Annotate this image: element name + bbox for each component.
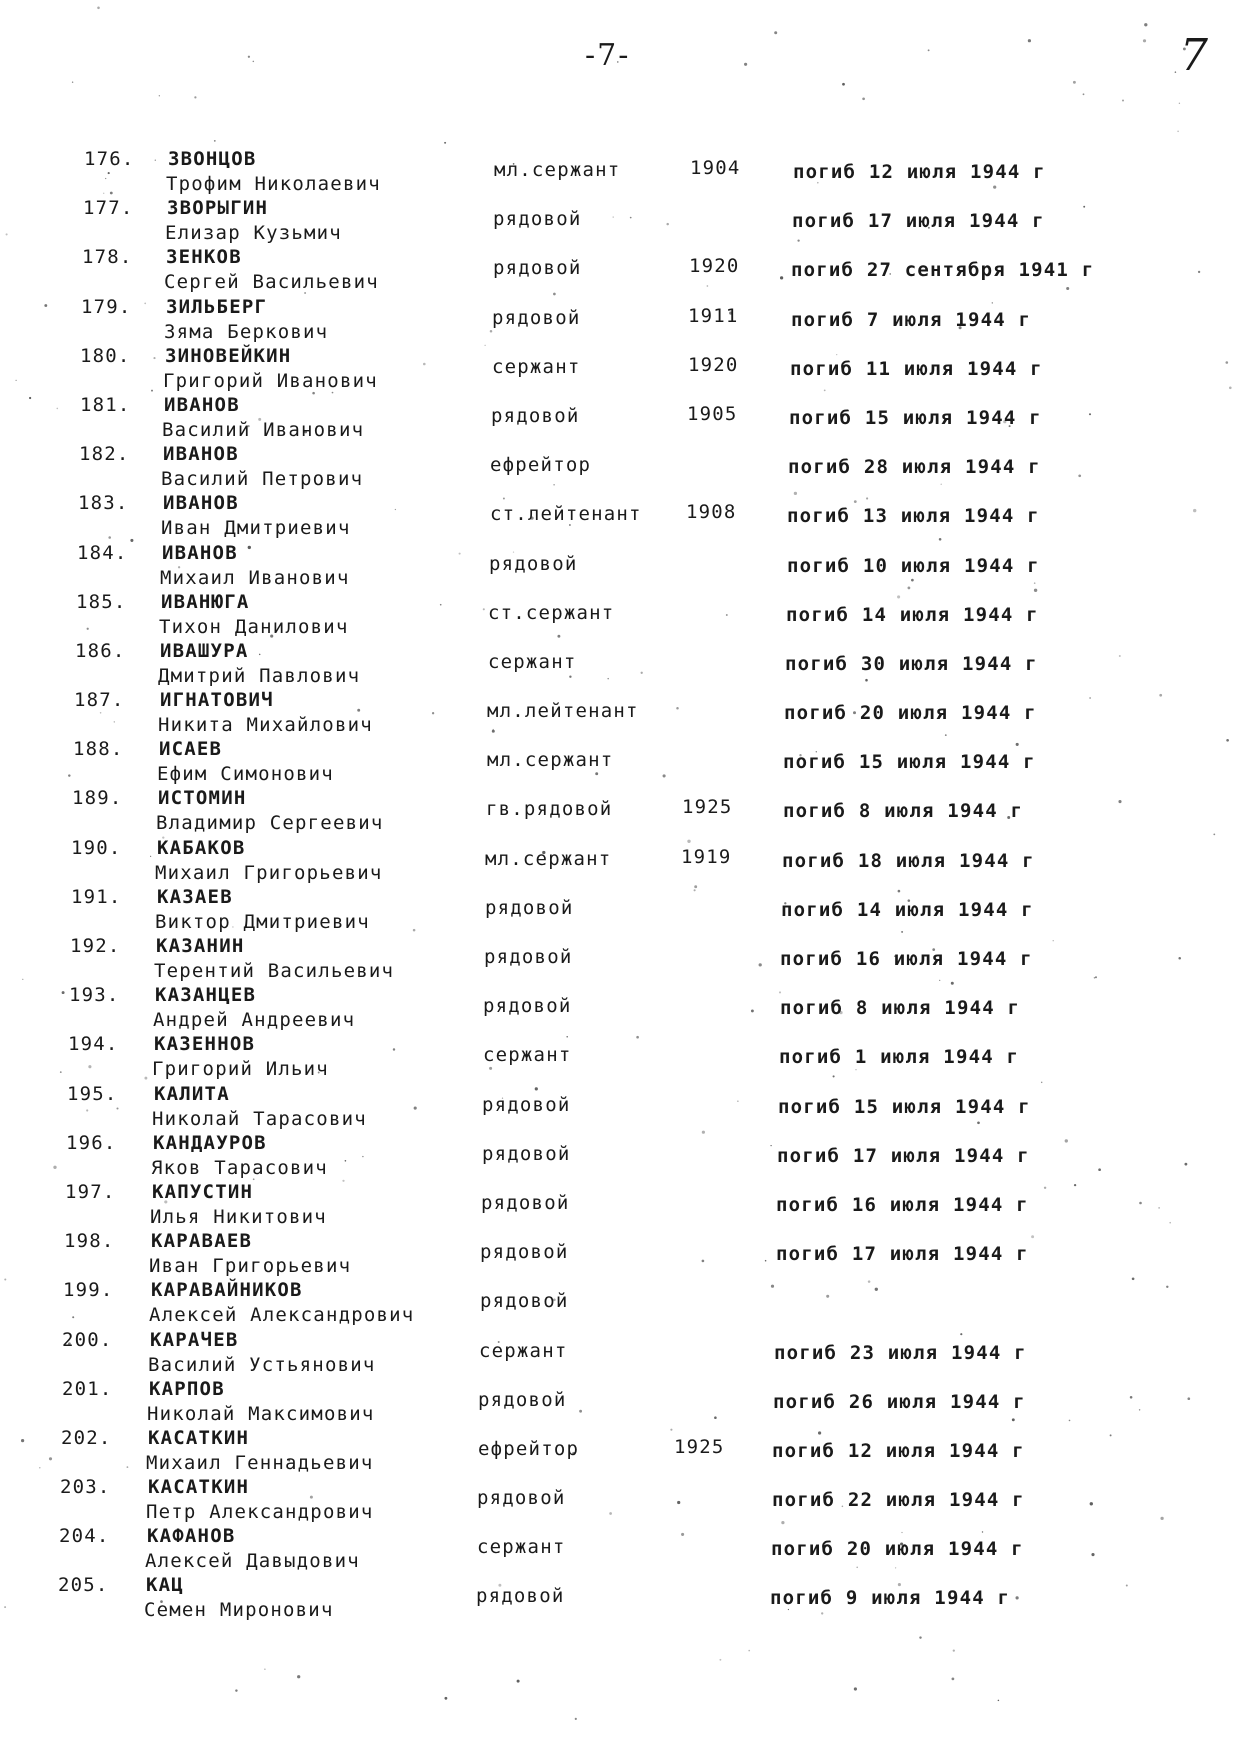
birth-year: 1920 — [689, 255, 740, 278]
entry-number: 184. — [77, 541, 128, 564]
death-date: погиб 26 июля 1944 г — [773, 1390, 1026, 1413]
military-rank: мл.лейтенант — [487, 700, 639, 723]
surname: КАСАТКИН — [148, 1476, 250, 1499]
given-name: Николай Максимович — [147, 1402, 375, 1425]
surname: ЗВОНЦОВ — [168, 148, 257, 170]
birth-year: 1905 — [687, 402, 738, 425]
list-item — [0, 1230, 1240, 1279]
death-date: погиб 20 июля 1944 г — [784, 702, 1037, 725]
military-rank: рядовой — [493, 257, 582, 280]
entry-number: 177. — [83, 197, 134, 220]
entry-number: 179. — [81, 295, 132, 318]
list-item — [0, 984, 1240, 1033]
list-item — [0, 1033, 1240, 1082]
given-name: Яков Тарасович — [151, 1156, 328, 1179]
given-name: Иван Дмитриевич — [161, 517, 351, 540]
military-rank: сержант — [479, 1339, 568, 1362]
birth-year: 1925 — [674, 1435, 725, 1458]
list-item — [0, 345, 1240, 394]
surname: КАЗАЕВ — [157, 885, 233, 908]
given-name: Трофим Николаевич — [166, 173, 381, 195]
death-date: погиб 13 июля 1944 г — [787, 505, 1040, 528]
entry-number: 195. — [67, 1082, 118, 1105]
death-date: погиб 16 июля 1944 г — [776, 1193, 1029, 1216]
military-rank: рядовой — [481, 1191, 570, 1214]
page-number: -7- — [585, 38, 631, 73]
death-date: погиб 14 июля 1944 г — [786, 603, 1039, 626]
birth-year: 1925 — [682, 796, 733, 819]
military-rank: сержант — [483, 1044, 572, 1067]
military-rank: ст.лейтенант — [490, 503, 642, 526]
military-rank: рядовой — [480, 1290, 569, 1313]
military-rank: ст.сержант — [488, 601, 615, 624]
entry-number: 199. — [63, 1279, 114, 1302]
surname: ЗИНОВЕЙКИН — [165, 344, 292, 367]
list-item — [0, 738, 1240, 787]
entry-number: 196. — [66, 1131, 117, 1154]
surname: ИГНАТОВИЧ — [160, 689, 274, 712]
entry-number: 192. — [70, 935, 121, 957]
entry-number: 197. — [65, 1180, 116, 1203]
military-rank: рядовой — [483, 995, 572, 1018]
death-date: погиб 14 июля 1944 г — [781, 898, 1034, 921]
given-name: Илья Никитович — [150, 1205, 327, 1228]
list-item — [0, 394, 1240, 443]
surname: ИВАНОВ — [163, 492, 239, 515]
death-date: погиб 17 июля 1944 г — [776, 1243, 1029, 1266]
military-rank: сержант — [488, 650, 577, 673]
list-item — [0, 787, 1240, 836]
entry-number: 186. — [75, 639, 126, 662]
surname: КАРПОВ — [149, 1377, 225, 1400]
military-rank: рядовой — [492, 306, 581, 329]
entry-number: 198. — [64, 1230, 115, 1253]
military-rank: гв.рядовой — [486, 798, 613, 821]
military-rank: рядовой — [478, 1388, 567, 1411]
surname: ИВАНОВ — [163, 443, 239, 466]
surname: КАНДАУРОВ — [153, 1131, 267, 1154]
given-name: Николай Тарасович — [152, 1107, 367, 1130]
entry-number: 205. — [58, 1574, 109, 1597]
list-item — [0, 492, 1240, 541]
death-date: погиб 23 июля 1944 г — [774, 1341, 1027, 1364]
surname: ИВАНОВ — [162, 541, 238, 564]
death-date: погиб 22 июля 1944 г — [772, 1489, 1025, 1512]
death-date: погиб 16 июля 1944 г — [780, 948, 1033, 970]
military-rank: ефрейтор — [490, 454, 592, 477]
military-rank: рядовой — [476, 1585, 565, 1608]
military-rank: рядовой — [493, 208, 582, 231]
entry-number: 181. — [80, 393, 131, 416]
surname: ЗИЛЬБЕРГ — [166, 295, 268, 318]
surname: ЗВОРЫГИН — [167, 197, 269, 220]
surname: ИВАНОВ — [164, 393, 240, 416]
surname: КАСАТКИН — [148, 1426, 250, 1449]
birth-year: 1920 — [688, 353, 739, 376]
death-date: погиб 1 июля 1944 г — [779, 1046, 1020, 1069]
surname: КАРАВАЕВ — [151, 1230, 253, 1253]
given-name: Семен Миронович — [144, 1599, 334, 1622]
death-date: погиб 12 июля 1944 г — [772, 1439, 1025, 1462]
death-date: погиб 7 июля 1944 г — [791, 308, 1032, 331]
entry-number: 189. — [72, 787, 123, 810]
list-item — [0, 689, 1240, 738]
entry-number: 176. — [84, 148, 135, 170]
military-rank: рядовой — [491, 404, 580, 427]
given-name: Василий Петрович — [161, 468, 364, 491]
given-name: Иван Григорьевич — [149, 1255, 352, 1278]
military-rank: ефрейтор — [478, 1437, 580, 1460]
death-date: погиб 18 июля 1944 г — [782, 849, 1035, 872]
entry-number: 178. — [82, 246, 133, 269]
given-name: Василий Устьянович — [148, 1353, 376, 1376]
death-date: погиб 11 июля 1944 г — [790, 357, 1043, 380]
given-name: Григорий Иванович — [163, 369, 378, 392]
death-date: погиб 9 июля 1944 г — [770, 1587, 1011, 1610]
death-date: погиб 30 июля 1944 г — [785, 652, 1038, 675]
entry-number: 201. — [62, 1377, 113, 1400]
death-date: погиб 28 июля 1944 г — [788, 456, 1041, 479]
given-name: Петр Александрович — [146, 1501, 374, 1524]
entry-number: 191. — [71, 885, 122, 908]
given-name: Виктор Дмитриевич — [155, 910, 370, 933]
death-date: погиб 17 июля 1944 г — [777, 1144, 1030, 1167]
entry-number: 187. — [74, 689, 125, 712]
military-rank: рядовой — [482, 1142, 571, 1165]
list-item — [0, 246, 1240, 295]
entry-number: 200. — [62, 1328, 113, 1351]
military-rank: мл.сержант — [485, 847, 612, 870]
death-date: погиб 8 июля 1944 г — [783, 800, 1024, 823]
surname: КАФАНОВ — [147, 1525, 236, 1548]
death-date: погиб 12 июля 1944 г — [793, 161, 1046, 183]
entry-number: 202. — [61, 1426, 112, 1449]
death-date: погиб 27 сентября 1941 г — [791, 259, 1095, 282]
given-name: Елизар Кузьмич — [165, 222, 342, 245]
list-item — [0, 542, 1240, 591]
surname: ИВАНЮГА — [161, 590, 250, 613]
surname: ИСАЕВ — [159, 738, 223, 761]
given-name: Никита Михайлович — [158, 714, 373, 737]
surname: КАБАКОВ — [157, 836, 246, 859]
entry-number: 183. — [78, 492, 129, 515]
given-name: Владимир Сергеевич — [156, 812, 384, 835]
handwritten-page-mark: 7 — [1180, 30, 1208, 81]
death-date: погиб 15 июля 1944 г — [783, 751, 1036, 774]
military-rank: сержант — [477, 1536, 566, 1559]
birth-year: 1911 — [688, 304, 739, 327]
list-item — [0, 1083, 1240, 1132]
given-name: Тихон Данилович — [159, 615, 349, 638]
military-rank: мл.сержант — [487, 749, 614, 772]
entry-number: 204. — [59, 1525, 110, 1548]
list-item — [0, 197, 1240, 246]
birth-year: 1919 — [681, 845, 732, 868]
list-item — [0, 1329, 1240, 1378]
given-name: Ефим Симонович — [157, 763, 334, 786]
list-item — [0, 1525, 1240, 1574]
military-rank: рядовой — [477, 1487, 566, 1510]
given-name: Григорий Ильич — [152, 1058, 329, 1081]
given-name: Андрей Андреевич — [153, 1009, 356, 1032]
given-name: Зяма Беркович — [164, 320, 329, 343]
death-date: погиб 17 июля 1944 г — [792, 210, 1045, 233]
list-item — [0, 443, 1240, 492]
military-rank: мл.сержант — [494, 159, 621, 181]
list-item — [0, 591, 1240, 640]
given-name: Михаил Григорьевич — [155, 861, 383, 884]
surname: ИСТОМИН — [158, 787, 247, 810]
given-name: Терентий Васильевич — [154, 960, 395, 982]
list-item — [0, 886, 1240, 935]
entry-number: 194. — [68, 1033, 119, 1056]
entry-number: 180. — [80, 344, 131, 367]
death-date: погиб 15 июля 1944 г — [778, 1095, 1031, 1118]
list-item — [0, 148, 1240, 197]
list-item — [0, 1132, 1240, 1181]
entry-number: 190. — [71, 836, 122, 859]
entry-number: 185. — [76, 590, 127, 613]
surname: КАПУСТИН — [152, 1180, 254, 1203]
entry-number: 203. — [60, 1476, 111, 1499]
given-name: Сергей Васильевич — [164, 271, 379, 294]
death-date: погиб 10 июля 1944 г — [787, 554, 1040, 577]
surname: ИВАШУРА — [160, 639, 249, 662]
military-rank: рядовой — [485, 896, 574, 919]
surname: КАЗАНИН — [156, 935, 245, 957]
military-rank: рядовой — [480, 1241, 569, 1264]
surname: КАРАЧЕВ — [150, 1328, 239, 1351]
list-item — [0, 1378, 1240, 1427]
list-item — [0, 1574, 1240, 1623]
military-rank: рядовой — [482, 1093, 571, 1116]
death-date: погиб 20 июля 1944 г — [771, 1538, 1024, 1561]
military-rank: рядовой — [484, 946, 573, 968]
surname: КАРАВАЙНИКОВ — [151, 1279, 303, 1302]
list-item — [0, 935, 1240, 984]
given-name: Михаил Иванович — [160, 566, 350, 589]
given-name: Василий Иванович — [162, 418, 365, 441]
surname: ЗЕНКОВ — [166, 246, 242, 269]
death-date: погиб 15 июля 1944 г — [789, 406, 1042, 429]
birth-year: 1904 — [690, 157, 741, 179]
entry-number: 182. — [79, 443, 130, 466]
list-item — [0, 1181, 1240, 1230]
list-item — [0, 1427, 1240, 1476]
given-name: Михаил Геннадьевич — [146, 1451, 374, 1474]
list-item — [0, 1279, 1240, 1328]
birth-year: 1908 — [686, 501, 737, 524]
military-rank: рядовой — [489, 552, 578, 575]
casualty-list — [0, 148, 1240, 1624]
surname: КАЗАНЦЕВ — [155, 984, 257, 1007]
entry-number: 193. — [69, 984, 120, 1007]
given-name: Дмитрий Павлович — [158, 664, 361, 687]
surname: КАЦ — [146, 1574, 184, 1597]
list-item — [0, 1476, 1240, 1525]
military-rank: сержант — [492, 355, 581, 378]
list-item — [0, 296, 1240, 345]
entry-number: 188. — [73, 738, 124, 761]
list-item — [0, 640, 1240, 689]
given-name: Алексей Давыдович — [145, 1550, 360, 1573]
death-date: погиб 8 июля 1944 г — [780, 997, 1021, 1020]
surname: КАЛИТА — [154, 1082, 230, 1105]
surname: КАЗЕННОВ — [154, 1033, 256, 1056]
given-name: Алексей Александрович — [149, 1304, 415, 1327]
list-item — [0, 837, 1240, 886]
